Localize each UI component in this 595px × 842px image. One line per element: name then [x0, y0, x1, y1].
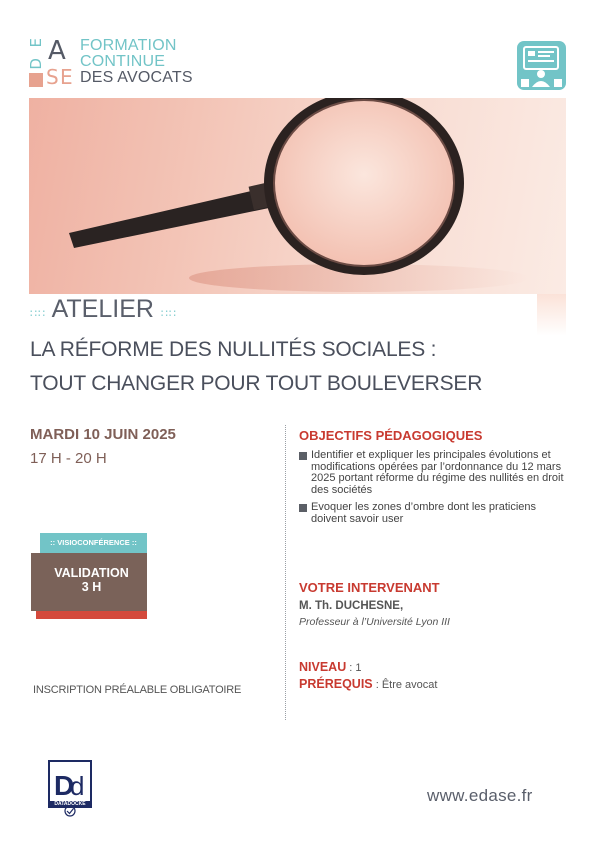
edase-logo-icon [29, 38, 73, 90]
prereq-line [299, 677, 437, 691]
level-sep: : [346, 662, 356, 674]
event-time: 17 H - 20 H [30, 450, 107, 467]
logo-letter-e2: E [60, 65, 73, 89]
svg-text:D: D [54, 770, 75, 801]
objectives-heading: OBJECTIFS PÉDAGOGIQUES [299, 428, 483, 443]
prereq-value: Être avocat [381, 679, 438, 691]
datadock-label: DATADOCKÉ [48, 801, 92, 808]
list-item [299, 502, 567, 525]
datadock-logo-icon [46, 759, 94, 817]
prereq-sep: : [372, 679, 382, 691]
visio-badge: :: VISIOCONFÉRENCE :: [40, 533, 147, 553]
column-divider [285, 425, 286, 720]
speaker-heading: VOTRE INTERVENANT [299, 580, 440, 595]
speaker-name: M. Th. DUCHESNE, [299, 600, 404, 612]
logo-letter-a: A [48, 36, 66, 66]
logo-wordmark [80, 38, 193, 86]
logo-line-2: CONTINUE [80, 53, 166, 70]
level-label: NIVEAU [299, 660, 347, 674]
bullet-icon [299, 504, 307, 512]
magnifying-glass-image [29, 98, 566, 294]
logo-line-1: FORMATION [80, 37, 177, 54]
validation-badge [36, 553, 147, 611]
dots-left: ∷∷ [30, 308, 46, 320]
logo-square [29, 73, 43, 87]
objective-text: Identifier et expliquer les principales évolutions et modifications opérées par l’ordonnance du 12 mars 2025 portant réforme du régime des nullités en droit des sociétés [311, 449, 564, 496]
svg-text:d: d [70, 771, 85, 801]
dots-right: ∷∷ [160, 308, 177, 320]
event-date: MARDI 10 JUIN 2025 [30, 426, 176, 443]
event-type-label: ATELIER [51, 295, 154, 323]
level-value: 1 [355, 662, 362, 674]
presentation-icon [517, 41, 566, 90]
event-title-line-2: TOUT CHANGER POUR TOUT BOULEVERSER [30, 372, 483, 395]
event-type [30, 295, 177, 324]
objective-text: Evoquer les zones d’ombre dont les praticiens doivent savoir user [311, 501, 537, 525]
speaker-role: Professeur à l’Université Lyon III [299, 616, 450, 628]
validation-line-1: VALIDATION [54, 566, 129, 580]
website-link[interactable]: www.edase.fr [427, 786, 533, 805]
bullet-icon [299, 452, 307, 460]
logo-letter-d: D [27, 58, 45, 70]
registration-note: INSCRIPTION PRÉALABLE OBLIGATOIRE [33, 684, 242, 696]
event-title-line-1: LA RÉFORME DES NULLITÉS SOCIALES : [30, 338, 437, 361]
list-item [299, 450, 567, 496]
logo-line-3: DES AVOCATS [80, 69, 193, 86]
objectives-list [299, 450, 567, 531]
logo-letter-e: E [27, 38, 45, 48]
logo-letter-s: S [46, 65, 59, 89]
hero-fade [537, 294, 566, 336]
validation-line-2: 3 H [81, 580, 102, 594]
badge-shadow [36, 611, 147, 619]
level-line [299, 660, 362, 674]
prereq-label: PRÉREQUIS [299, 677, 373, 691]
